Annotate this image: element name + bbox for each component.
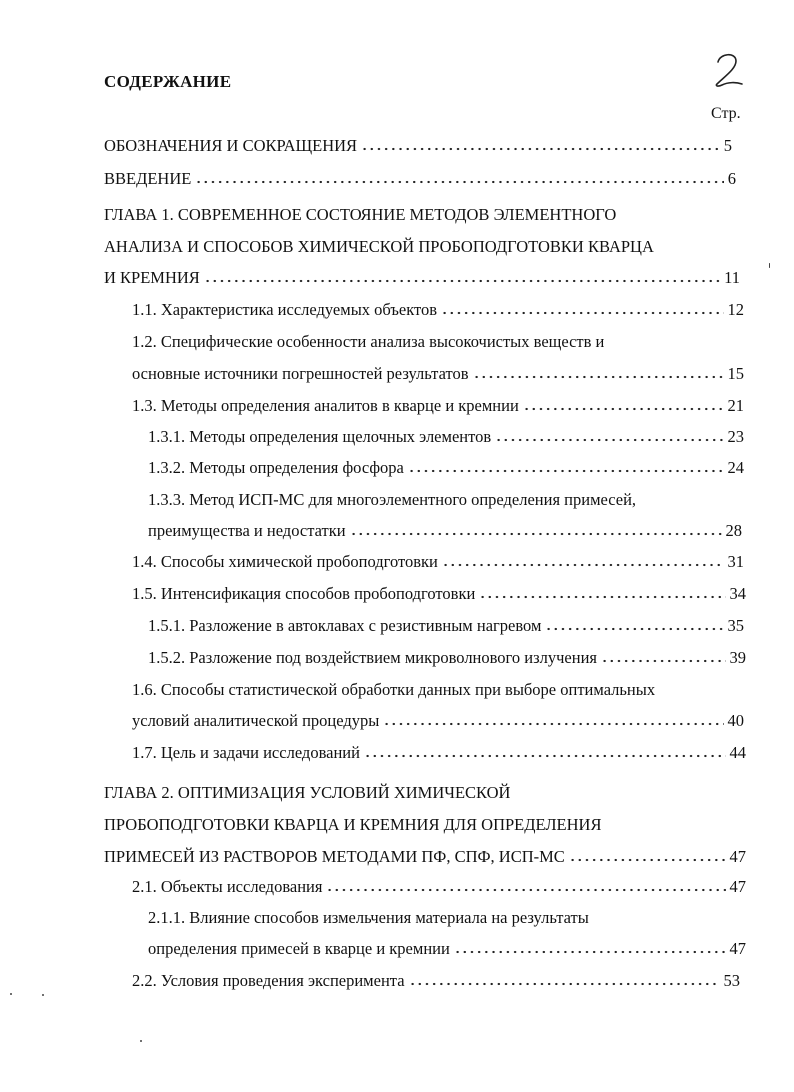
toc-page-number: 21 xyxy=(727,396,744,415)
toc-entry-text: 1.6. Способы статистической обработки данных при выборе оптимальных xyxy=(132,680,656,699)
toc-entry-text: ВВЕДЕНИЕ xyxy=(104,169,192,188)
toc-page-number: 35 xyxy=(727,616,744,635)
toc-entry-continuation[interactable] xyxy=(104,845,746,869)
toc-entry-continuation[interactable] xyxy=(148,937,746,961)
toc-entry[interactable] xyxy=(148,425,744,449)
toc-entry[interactable] xyxy=(148,488,744,512)
dot-leader xyxy=(454,950,726,954)
dot-leader xyxy=(408,469,724,473)
toc-entry-text: 1.5.2. Разложение под воздействием микроволнового излучения xyxy=(148,648,597,667)
toc-entry[interactable] xyxy=(132,875,746,899)
dot-leader xyxy=(569,858,726,862)
toc-entry-continuation[interactable] xyxy=(148,519,742,543)
toc-page-number: 31 xyxy=(727,552,744,571)
toc-entry-continuation[interactable] xyxy=(132,362,744,386)
toc-entry[interactable] xyxy=(132,969,740,993)
toc-page-number: 39 xyxy=(729,648,746,667)
dot-leader xyxy=(442,563,724,567)
toc-entry-text: ОБОЗНАЧЕНИЯ И СОКРАЩЕНИЯ xyxy=(104,136,358,155)
toc-page-number: 28 xyxy=(725,521,742,540)
dot-leader xyxy=(441,311,723,315)
toc-entry-text: условий аналитической процедуры xyxy=(132,711,380,730)
toc-page-number: 24 xyxy=(727,458,744,477)
dot-leader xyxy=(473,375,724,379)
toc-entry-text: основные источники погрешностей результатов xyxy=(132,364,469,383)
toc-page-number: 44 xyxy=(729,743,746,762)
dot-leader xyxy=(383,722,723,726)
toc-entry[interactable] xyxy=(104,167,736,191)
toc-entry[interactable] xyxy=(148,456,744,480)
toc-entry[interactable] xyxy=(148,906,744,930)
toc-entry[interactable] xyxy=(104,134,732,158)
toc-page-number: 47 xyxy=(729,939,746,958)
toc-entry[interactable] xyxy=(104,781,744,805)
page-column-label: Стр. xyxy=(711,105,741,122)
toc-entry-continuation[interactable] xyxy=(104,266,740,290)
toc-entry-continuation[interactable] xyxy=(104,235,744,259)
dot-leader xyxy=(364,754,726,758)
toc-entry-text: И КРЕМНИЯ xyxy=(104,268,200,287)
dot-leader xyxy=(204,279,720,283)
toc-entry[interactable] xyxy=(132,741,746,765)
toc-page-number: 40 xyxy=(727,711,744,730)
scan-speck xyxy=(769,263,770,268)
toc-page-number: 34 xyxy=(729,584,746,603)
dot-leader xyxy=(495,438,723,442)
page-title: СОДЕРЖАНИЕ xyxy=(104,72,232,91)
toc-entry-text: 1.7. Цель и задачи исследований xyxy=(132,743,360,762)
toc-entry-text: 1.3.3. Метод ИСП-МС для многоэлементного определения примесей, xyxy=(148,490,637,509)
toc-entry-text: 1.4. Способы химической пробоподготовки xyxy=(132,552,438,571)
toc-entry-text: ПРОБОПОДГОТОВКИ КВАРЦА И КРЕМНИЯ ДЛЯ ОПРЕДЕЛЕНИЯ xyxy=(104,815,602,834)
toc-entry[interactable] xyxy=(132,582,746,606)
toc-entry[interactable] xyxy=(132,678,744,702)
toc-entry-text: 2.1.1. Влияние способов измельчения материала на результаты xyxy=(148,908,589,927)
toc-page-number: 5 xyxy=(723,136,732,155)
dot-leader xyxy=(523,407,724,411)
toc-page-number: 47 xyxy=(729,877,746,896)
toc-entry[interactable] xyxy=(104,203,744,227)
toc-entry-text: АНАЛИЗА И СПОСОБОВ ХИМИЧЕСКОЙ ПРОБОПОДГОТОВКИ КВАРЦА xyxy=(104,237,654,256)
handwritten-page-number-glyph xyxy=(706,50,754,90)
toc-entry-text: 1.3.2. Методы определения фосфора xyxy=(148,458,404,477)
toc-entry-text: 1.1. Характеристика исследуемых объектов xyxy=(132,300,438,319)
toc-entry-text: преимущества и недостатки xyxy=(148,521,346,540)
toc-entry-text: 1.2. Специфические особенности анализа высокочистых веществ и xyxy=(132,332,605,351)
scan-speck xyxy=(10,993,12,995)
toc-page-number: 53 xyxy=(723,971,740,990)
toc-page-number: 15 xyxy=(727,364,744,383)
toc-page-number: 6 xyxy=(727,169,736,188)
toc-entry-text: 2.2. Условия проведения эксперимента xyxy=(132,971,405,990)
toc-page-number: 12 xyxy=(727,300,744,319)
toc-entry[interactable] xyxy=(132,550,744,574)
toc-entry[interactable] xyxy=(148,646,746,670)
dot-leader xyxy=(326,888,725,892)
dot-leader xyxy=(409,982,720,986)
dot-leader xyxy=(195,180,723,184)
dot-leader xyxy=(545,627,723,631)
dot-leader xyxy=(350,532,722,536)
toc-entry-text: 1.5. Интенсификация способов пробоподготовки xyxy=(132,584,476,603)
toc-entry-text: ПРИМЕСЕЙ ИЗ РАСТВОРОВ МЕТОДАМИ ПФ, СПФ, ИСП-МС xyxy=(104,847,565,866)
toc-entry-text: 1.5.1. Разложение в автоклавах с резистивным нагревом xyxy=(148,616,542,635)
dot-leader xyxy=(361,147,720,151)
dot-leader xyxy=(479,595,725,599)
toc-entry[interactable] xyxy=(132,298,744,322)
dot-leader xyxy=(601,659,726,663)
toc-page-number: 11 xyxy=(724,268,740,287)
toc-entry-text: 1.3.1. Методы определения щелочных элементов xyxy=(148,427,492,446)
toc-entry-text: 2.1. Объекты исследования xyxy=(132,877,323,896)
scan-speck xyxy=(140,1040,142,1042)
toc-entry-text: ГЛАВА 2. ОПТИМИЗАЦИЯ УСЛОВИЙ ХИМИЧЕСКОЙ xyxy=(104,783,511,802)
toc-entry-text: 1.3. Методы определения аналитов в кварце и кремнии xyxy=(132,396,519,415)
toc-page-number: 23 xyxy=(727,427,744,446)
toc-entry[interactable] xyxy=(132,330,744,354)
handwritten-page-number xyxy=(706,50,754,95)
toc-page-number: 47 xyxy=(729,847,746,866)
toc-entry[interactable] xyxy=(132,394,744,418)
toc-entry-continuation[interactable] xyxy=(132,709,744,733)
toc-entry-text: ГЛАВА 1. СОВРЕМЕННОЕ СОСТОЯНИЕ МЕТОДОВ ЭЛЕМЕНТНОГО xyxy=(104,205,617,224)
toc-entry-continuation[interactable] xyxy=(104,813,744,837)
toc-entry-text: определения примесей в кварце и кремнии xyxy=(148,939,450,958)
toc-entry[interactable] xyxy=(148,614,744,638)
scan-speck xyxy=(42,994,44,996)
